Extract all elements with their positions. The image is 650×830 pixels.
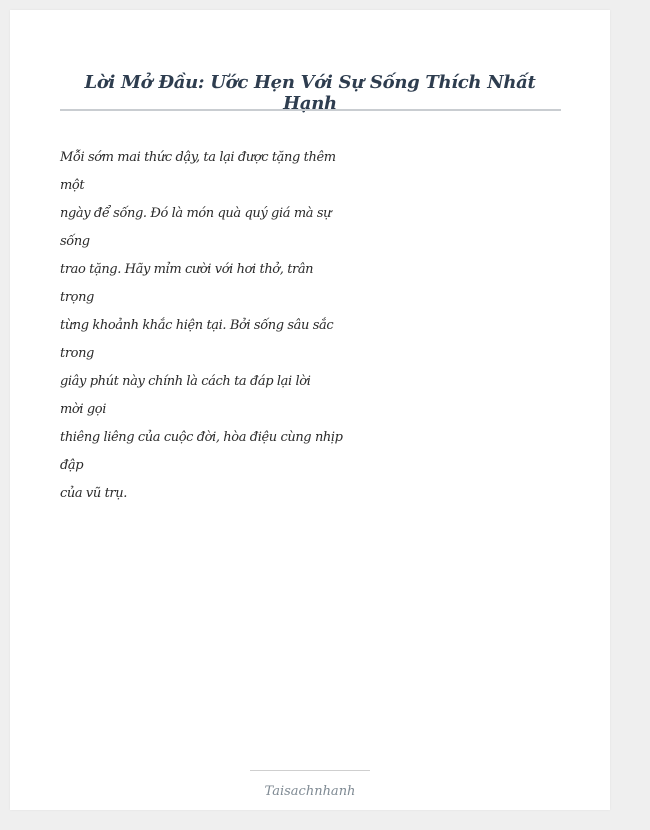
footer-source: Taisachnhanh	[264, 784, 356, 799]
footer-divider	[250, 770, 370, 771]
body-line: giây phút này chính là cách ta đáp lại lời	[60, 374, 311, 389]
body-line: trong	[60, 346, 94, 361]
body-line: sống	[60, 234, 90, 249]
body-line: đập	[60, 458, 84, 473]
body-line: mời gọi	[60, 402, 106, 417]
page-title: Lời Mở Đầu: Ước Hẹn Với Sự Sống Thích Nhất Hạnh	[84, 72, 536, 114]
body-line: trọng	[60, 290, 94, 305]
title-divider	[60, 109, 561, 111]
document-page	[10, 10, 610, 810]
body-line: một	[60, 178, 85, 193]
body-line: trao tặng. Hãy mỉm cười với hơi thở, trân	[60, 262, 314, 277]
body-line: thiêng liêng của cuộc đời, hòa điệu cùng nhịp	[60, 430, 343, 445]
body-line: ngày để sống. Đó là món quà quý giá mà sự	[60, 206, 332, 221]
body-line: của vũ trụ.	[60, 486, 127, 501]
body-line: từng khoảnh khắc hiện tại. Bởi sống sâu sắc	[60, 318, 334, 333]
body-paragraph	[60, 144, 360, 508]
body-line: Mỗi sớm mai thức dậy, ta lại được tặng thêm	[60, 150, 336, 165]
